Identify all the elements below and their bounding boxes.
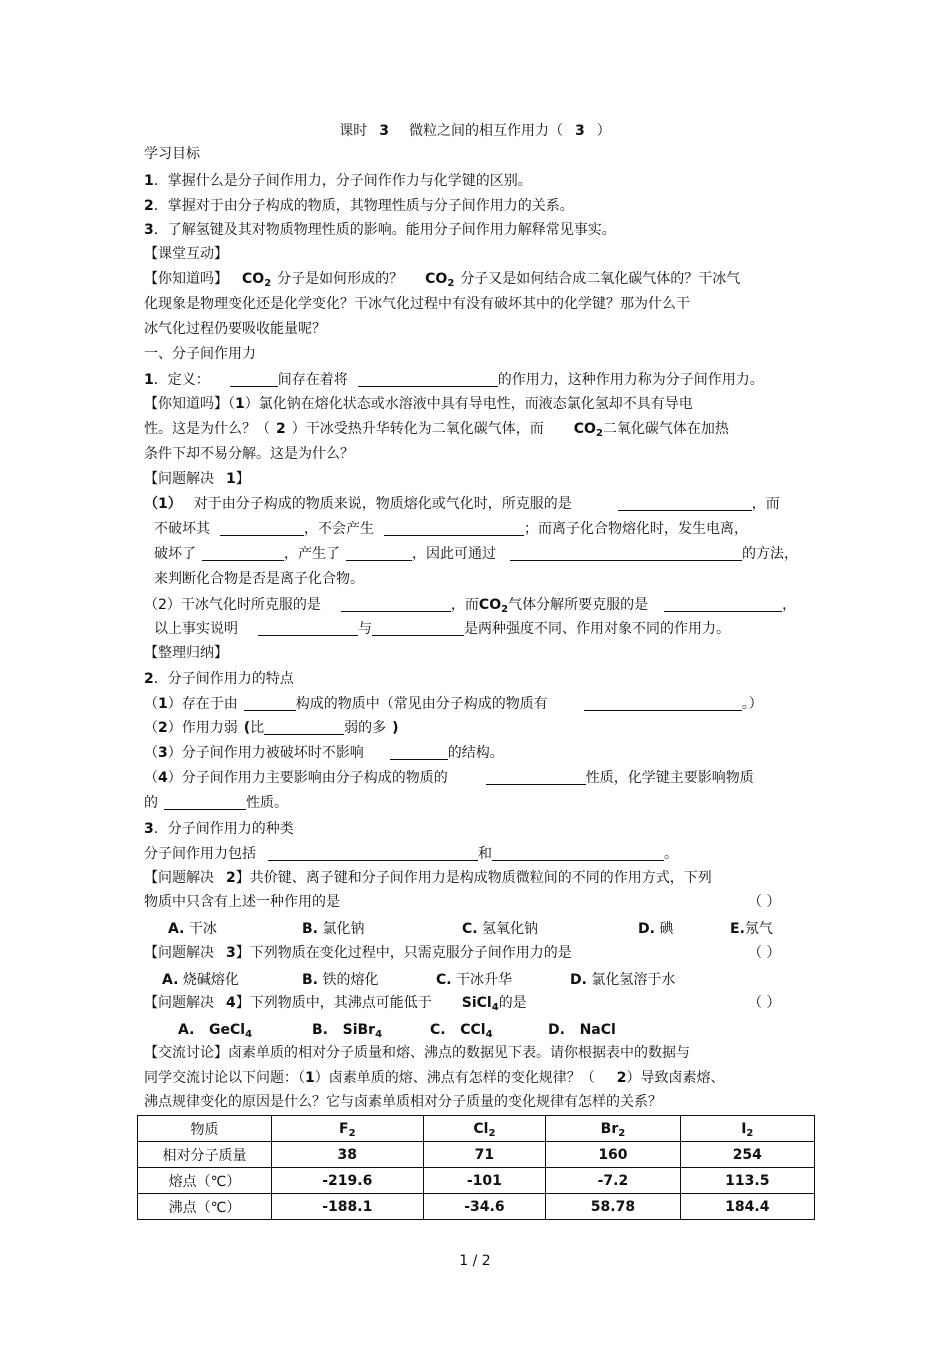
section-heading: 一、分子间作用力 — [144, 346, 256, 362]
blank[interactable] — [220, 521, 304, 536]
blank[interactable] — [202, 546, 284, 561]
blank[interactable] — [492, 846, 664, 861]
table-cell: -101 — [423, 1168, 546, 1194]
option-b[interactable]: B. SiBr$_4$ — [312, 1022, 383, 1040]
blank[interactable] — [258, 621, 358, 636]
table-cell: -34.6 — [423, 1194, 546, 1220]
table-header-row — [138, 1116, 815, 1142]
option-d[interactable]: D. NaCl — [548, 1022, 616, 1038]
blank[interactable] — [346, 546, 412, 561]
blank[interactable] — [390, 745, 448, 760]
goals-heading: 学习目标 — [144, 146, 200, 162]
blank[interactable] — [244, 696, 296, 711]
blank[interactable] — [268, 846, 478, 861]
know2-line2: 性。这是为什么？（ 2 ）干冰受热升华转化为二氧化碳气体，而 $CO_2$二氧化碳气体在加热 — [144, 421, 729, 439]
answer-paren[interactable]: （ ） — [748, 945, 781, 961]
option-e[interactable]: E.氖气 — [730, 921, 773, 937]
know2-line3: 条件下却不易分解。这是为什么？ — [144, 446, 354, 462]
problem3-line1: 【问题解决 3】下列物质在变化过程中，只需克服分子间作用力的是 — [144, 945, 572, 961]
discuss-line1: 【交流讨论】卤素单质的相对分子质量和熔、沸点的数据见下表。请你根据表中的数据与 — [144, 1045, 690, 1061]
table-cell: 113.5 — [680, 1168, 814, 1194]
table-cell: 58.78 — [546, 1194, 680, 1220]
feature-4: （4）分子间作用力主要影响由分子构成的物质的 性质，化学键主要影响物质 — [144, 770, 754, 786]
blank[interactable] — [230, 372, 278, 387]
table-row-label: 熔点（℃） — [138, 1168, 272, 1194]
blank[interactable] — [664, 597, 782, 612]
blank[interactable] — [341, 597, 451, 612]
problem1-line6: 以上事实说明 与 是两种强度不同、作用对象不同的作用力。 — [154, 621, 730, 637]
problem1-line3: 破坏了 ，产生了 ，因此可通过 的方法， — [154, 546, 798, 562]
halogen-table — [137, 1115, 815, 1220]
problem1-line2: 不破坏其 ，不会产生 ；而离子化合物熔化时，发生电离， — [154, 521, 748, 537]
definition: 1．定义： 间存在着将 的作用力，这种作用力称为分子间作用力。 — [144, 372, 764, 388]
table-cell: -7.2 — [546, 1168, 680, 1194]
know2-line1: 【你知道吗】（1）氯化钠在熔化状态或水溶液中具有导电性，而液态氯化氢却不具有导电 — [144, 396, 693, 412]
feature-2: （2）作用力弱 (比 弱的多 ) — [144, 720, 399, 736]
know1-line2: 化现象是物理变化还是化学变化？干冰气化过程中有没有破坏其中的化学键？那为什么干 — [144, 296, 690, 312]
blank[interactable] — [372, 621, 464, 636]
problem2-line2: 物质中只含有上述一种作用的是 — [144, 894, 340, 910]
table-cell: 71 — [423, 1142, 546, 1168]
goal-2: 2．掌握对于由分子构成的物质，其物理性质与分子间作用力的关系。 — [144, 198, 574, 214]
answer-paren[interactable]: （ ） — [748, 995, 781, 1011]
option-d[interactable]: D. 氯化氢溶于水 — [570, 972, 676, 988]
discuss-line2: 同学交流讨论以下问题：（1）卤素单质的熔、沸点有怎样的变化规律？（ 2）导致卤素熔、 — [144, 1070, 725, 1086]
table-cell: -188.1 — [272, 1194, 424, 1220]
table-cell: 184.4 — [680, 1194, 814, 1220]
table-cell: -219.6 — [272, 1168, 424, 1194]
table-header: $I_2$ — [680, 1116, 814, 1142]
discuss-line3: 沸点规律变化的原因是什么？它与卤素单质相对分子质量的变化规律有怎样的关系？ — [144, 1094, 662, 1110]
blank[interactable] — [358, 372, 498, 387]
page-title: 课时 3 微粒之间的相互作用力（ 3 ） — [339, 123, 611, 139]
kinds-heading: 3．分子间作用力的种类 — [144, 821, 294, 837]
table-corner: 物质 — [138, 1116, 272, 1142]
goal-1: 1．掌握什么是分子间作用力，分子间作作力与化学键的区别。 — [144, 173, 532, 189]
option-c[interactable]: C. CCl$_4$ — [430, 1022, 493, 1040]
option-a[interactable]: A. 烧碱熔化 — [162, 972, 239, 988]
table-row-label: 沸点（℃） — [138, 1194, 272, 1220]
feature-1: （1）存在于由 构成的物质中（常见由分子构成的物质有 。） — [144, 696, 763, 712]
blank[interactable] — [486, 770, 586, 785]
know1-line1: 【你知道吗】 $CO_2$ 分子是如何形成的？ $CO_2$ 分子又是如何结合成二氧化碳气体的？干冰气 — [144, 271, 741, 289]
goal-3: 3．了解氢键及其对物质物理性质的影响。能用分子间作用力解释常见事实。 — [144, 222, 616, 238]
table-cell: 254 — [680, 1142, 814, 1168]
table-header: $F_2$ — [272, 1116, 424, 1142]
option-a[interactable]: A. GeCl$_4$ — [178, 1022, 253, 1040]
know1-line3: 冰气化过程仍要吸收能量呢？ — [144, 321, 326, 337]
option-b[interactable]: B. 铁的熔化 — [302, 972, 379, 988]
option-c[interactable]: C. 干冰升华 — [436, 972, 513, 988]
answer-paren[interactable]: （ ） — [748, 894, 781, 910]
table-header: $Cl_2$ — [423, 1116, 546, 1142]
table-row-label: 相对分子质量 — [138, 1142, 272, 1168]
feature-3: （3）分子间作用力被破坏时不影响 的结构。 — [144, 745, 504, 761]
summary-heading: 【整理归纳】 — [144, 645, 228, 661]
table-cell: 38 — [272, 1142, 424, 1168]
option-a[interactable]: A. 干冰 — [168, 921, 217, 937]
table-cell: 160 — [546, 1142, 680, 1168]
blank[interactable] — [384, 521, 524, 536]
problem4-line1: 【问题解决 4】下列物质中，其沸点可能低于 SiCl$_4$的是 — [144, 995, 527, 1013]
blank[interactable] — [264, 720, 344, 735]
page-number: 1 / 2 — [459, 1253, 491, 1269]
kinds-line: 分子间作用力包括 和 。 — [144, 846, 678, 862]
problem1-heading: 【问题解决 1】 — [144, 471, 250, 487]
feature-4-cont: 的 性质。 — [144, 795, 288, 811]
table-row — [138, 1168, 815, 1194]
table-header: $Br_2$ — [546, 1116, 680, 1142]
problem2-line1: 【问题解决 2】共价键、离子键和分子间作用力是构成物质微粒间的不同的作用方式，下列 — [144, 870, 712, 886]
blank[interactable] — [584, 696, 742, 711]
option-c[interactable]: C. 氢氧化钠 — [462, 921, 539, 937]
table-row — [138, 1142, 815, 1168]
problem1-line5: （2）干冰气化时所克服的是 ，而$CO_2$气体分解所要克服的是 ， — [144, 597, 797, 615]
problem1-line4: 来判断化合物是否是离子化合物。 — [154, 571, 364, 587]
problem1-line1: （1） 对于由分子构成的物质来说，物质熔化或气化时，所克服的是 ，而 — [144, 496, 780, 512]
blank[interactable] — [618, 496, 752, 511]
blank[interactable] — [510, 546, 742, 561]
option-d[interactable]: D. 碘 — [638, 921, 674, 937]
blank[interactable] — [164, 795, 246, 810]
option-b[interactable]: B. 氯化钠 — [302, 921, 365, 937]
classroom-heading: 【课堂互动】 — [144, 246, 228, 262]
table-row — [138, 1194, 815, 1220]
features-heading: 2．分子间作用力的特点 — [144, 671, 294, 687]
